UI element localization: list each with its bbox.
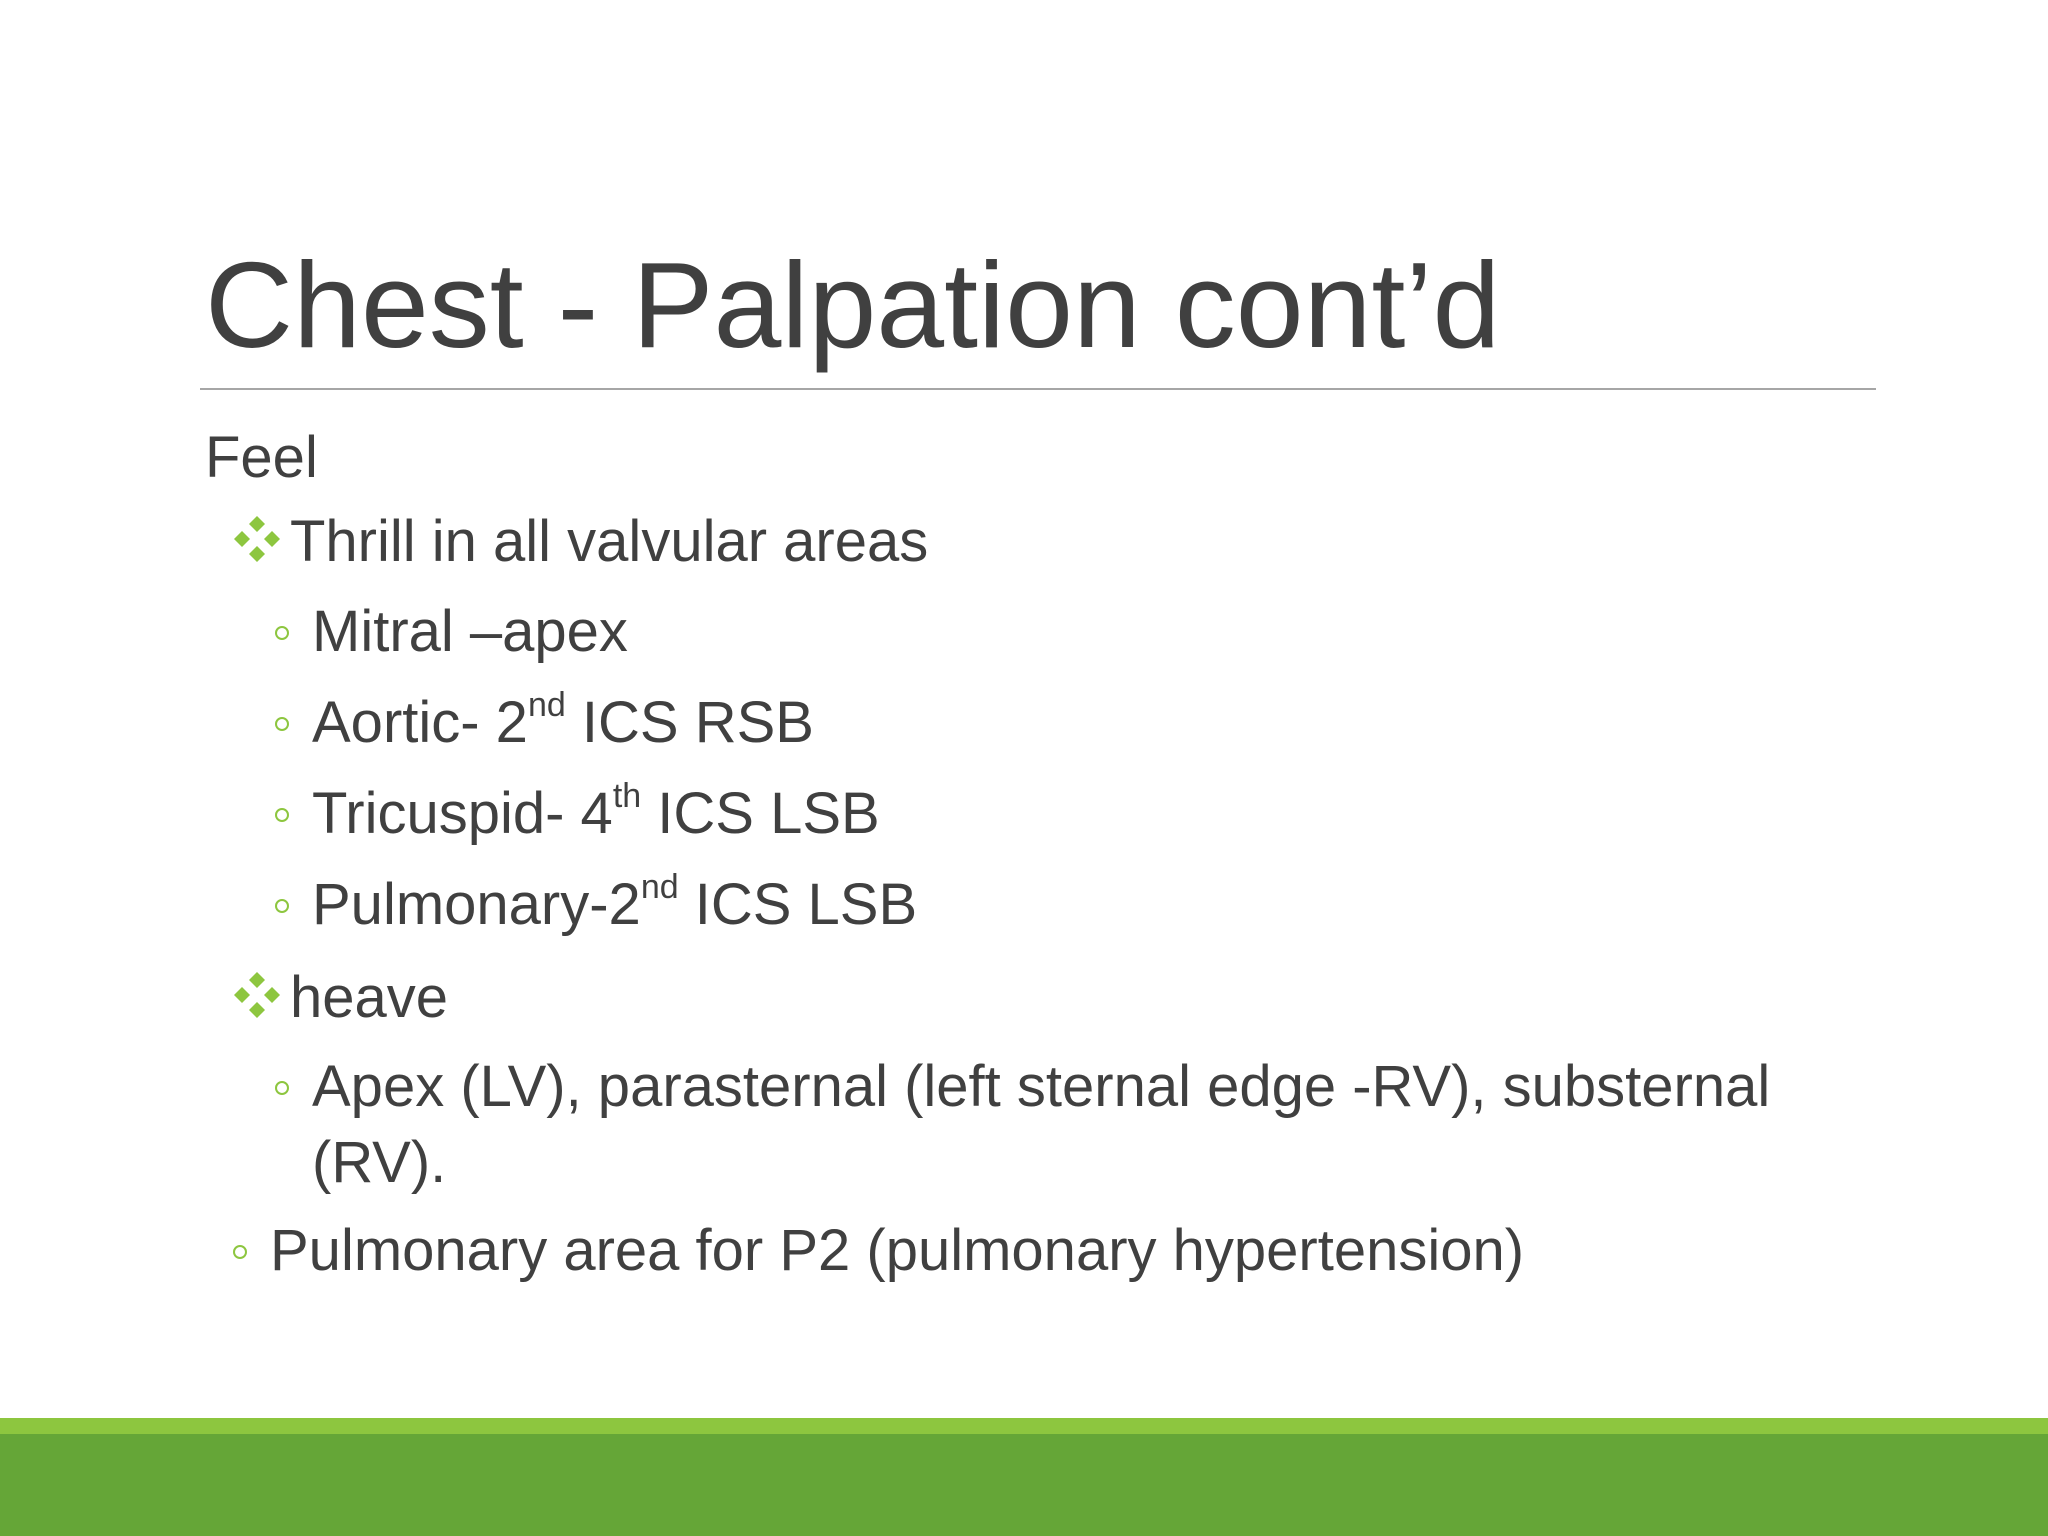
section-thrill-label: Thrill in all valvular areas — [290, 509, 929, 574]
list-item-mitral: Mitral –apex — [312, 599, 628, 664]
diamond-cluster-icon — [232, 970, 282, 1020]
ring-bullet-icon — [233, 1245, 247, 1259]
footer-accent-bar — [0, 1418, 2048, 1434]
section-heave-label: heave — [290, 965, 449, 1030]
list-item-aortic: Aortic- 2nd ICS RSB — [312, 686, 814, 755]
footer-bar — [0, 1434, 2048, 1536]
ring-bullet-icon — [275, 899, 289, 913]
title-divider — [200, 388, 1876, 390]
list-item-p2: Pulmonary area for P2 (pulmonary hypertension) — [270, 1218, 1525, 1283]
list-item-pulmonary: Pulmonary-2nd ICS LSB — [312, 868, 918, 937]
ring-bullet-icon — [275, 1081, 289, 1095]
list-item-tricuspid: Tricuspid- 4th ICS LSB — [312, 777, 880, 846]
list-item-apex-line2: (RV). — [312, 1130, 447, 1195]
ring-bullet-icon — [275, 626, 289, 640]
ring-bullet-icon — [275, 808, 289, 822]
list-item-apex-line1: Apex (LV), parasternal (left sternal edge -RV), substernal — [312, 1054, 1771, 1119]
heading-feel: Feel — [205, 425, 318, 490]
diamond-cluster-icon — [232, 514, 282, 564]
slide-title: Chest - Palpation cont’d — [205, 237, 1501, 373]
ring-bullet-icon — [275, 717, 289, 731]
